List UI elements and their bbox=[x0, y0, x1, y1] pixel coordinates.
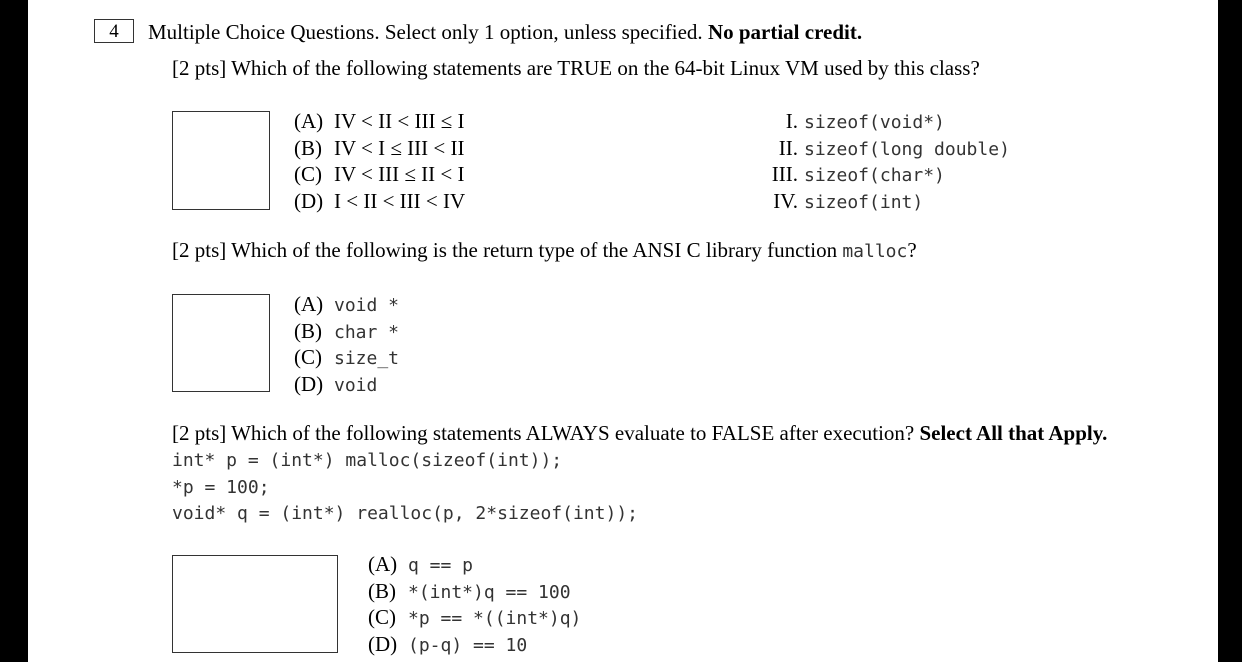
q2-option-b: (B) char * bbox=[294, 318, 400, 343]
q3-code-line: void* q = (int*) realloc(p, 2*sizeof(int)); bbox=[172, 503, 638, 524]
q1-option-c: (C) IV < III ≤ II < I bbox=[294, 162, 465, 186]
q3-option-c: (C) *p == *((int*)q) bbox=[368, 605, 582, 629]
q3-options bbox=[368, 551, 581, 657]
q2-option-a: (A) void * bbox=[294, 292, 400, 316]
q3-option-b: (B) *(int*)q == 100 bbox=[368, 578, 571, 603]
q3-code-line: int* p = (int*) malloc(sizeof(int)); bbox=[172, 450, 563, 471]
q3-answer-box[interactable] bbox=[172, 555, 338, 653]
q1-item-ii: II. sizeof(long double) bbox=[778, 135, 1010, 160]
q3-code-block bbox=[172, 448, 638, 528]
q1-option-a: (A) IV < II < III ≤ I bbox=[294, 109, 465, 133]
q1-answer-box[interactable] bbox=[172, 111, 270, 210]
q2-options bbox=[294, 291, 399, 397]
q1-options bbox=[294, 108, 465, 214]
header-text: Multiple Choice Questions. Select only 1 option, unless specified. bbox=[148, 20, 703, 44]
q2-answer-box[interactable] bbox=[172, 294, 270, 392]
q3-prompt: [2 pts] Which of the following statements ALWAYS evaluate to FALSE after execution? Select All that Apply. bbox=[172, 421, 1108, 445]
q1-prompt: [2 pts] Which of the following statements are TRUE on the 64-bit Linux VM used by this class? bbox=[172, 56, 980, 80]
q2-option-c: (C) size_t bbox=[294, 345, 400, 369]
q1-item-iii: III. sizeof(char*) bbox=[771, 162, 945, 186]
q3-option-d: (D) (p-q) == 10 bbox=[368, 631, 528, 656]
q2-option-d: (D) void bbox=[294, 371, 378, 396]
question-number: 4 bbox=[94, 19, 134, 43]
exam-page bbox=[28, 0, 1218, 662]
header-bold: No partial credit. bbox=[707, 20, 863, 44]
q2-prompt-code: malloc bbox=[842, 241, 908, 262]
q3-option-a: (A) q == p bbox=[368, 552, 474, 576]
q3-prompt-bold: Select All that Apply. bbox=[919, 421, 1108, 445]
q1-option-b: (B) IV < I ≤ III < II bbox=[294, 135, 465, 160]
q3-code-line: *p = 100; bbox=[172, 476, 270, 498]
question-header bbox=[148, 20, 862, 45]
q2-prompt: [2 pts] Which of the following is the return type of the ANSI C library function malloc? bbox=[172, 238, 917, 262]
q1-option-d: (D) I < II < III < IV bbox=[294, 188, 466, 213]
q1-items bbox=[758, 108, 1010, 214]
q1-item-iv: IV. sizeof(int) bbox=[773, 188, 924, 213]
q1-item-i: I. sizeof(void*) bbox=[785, 109, 945, 133]
